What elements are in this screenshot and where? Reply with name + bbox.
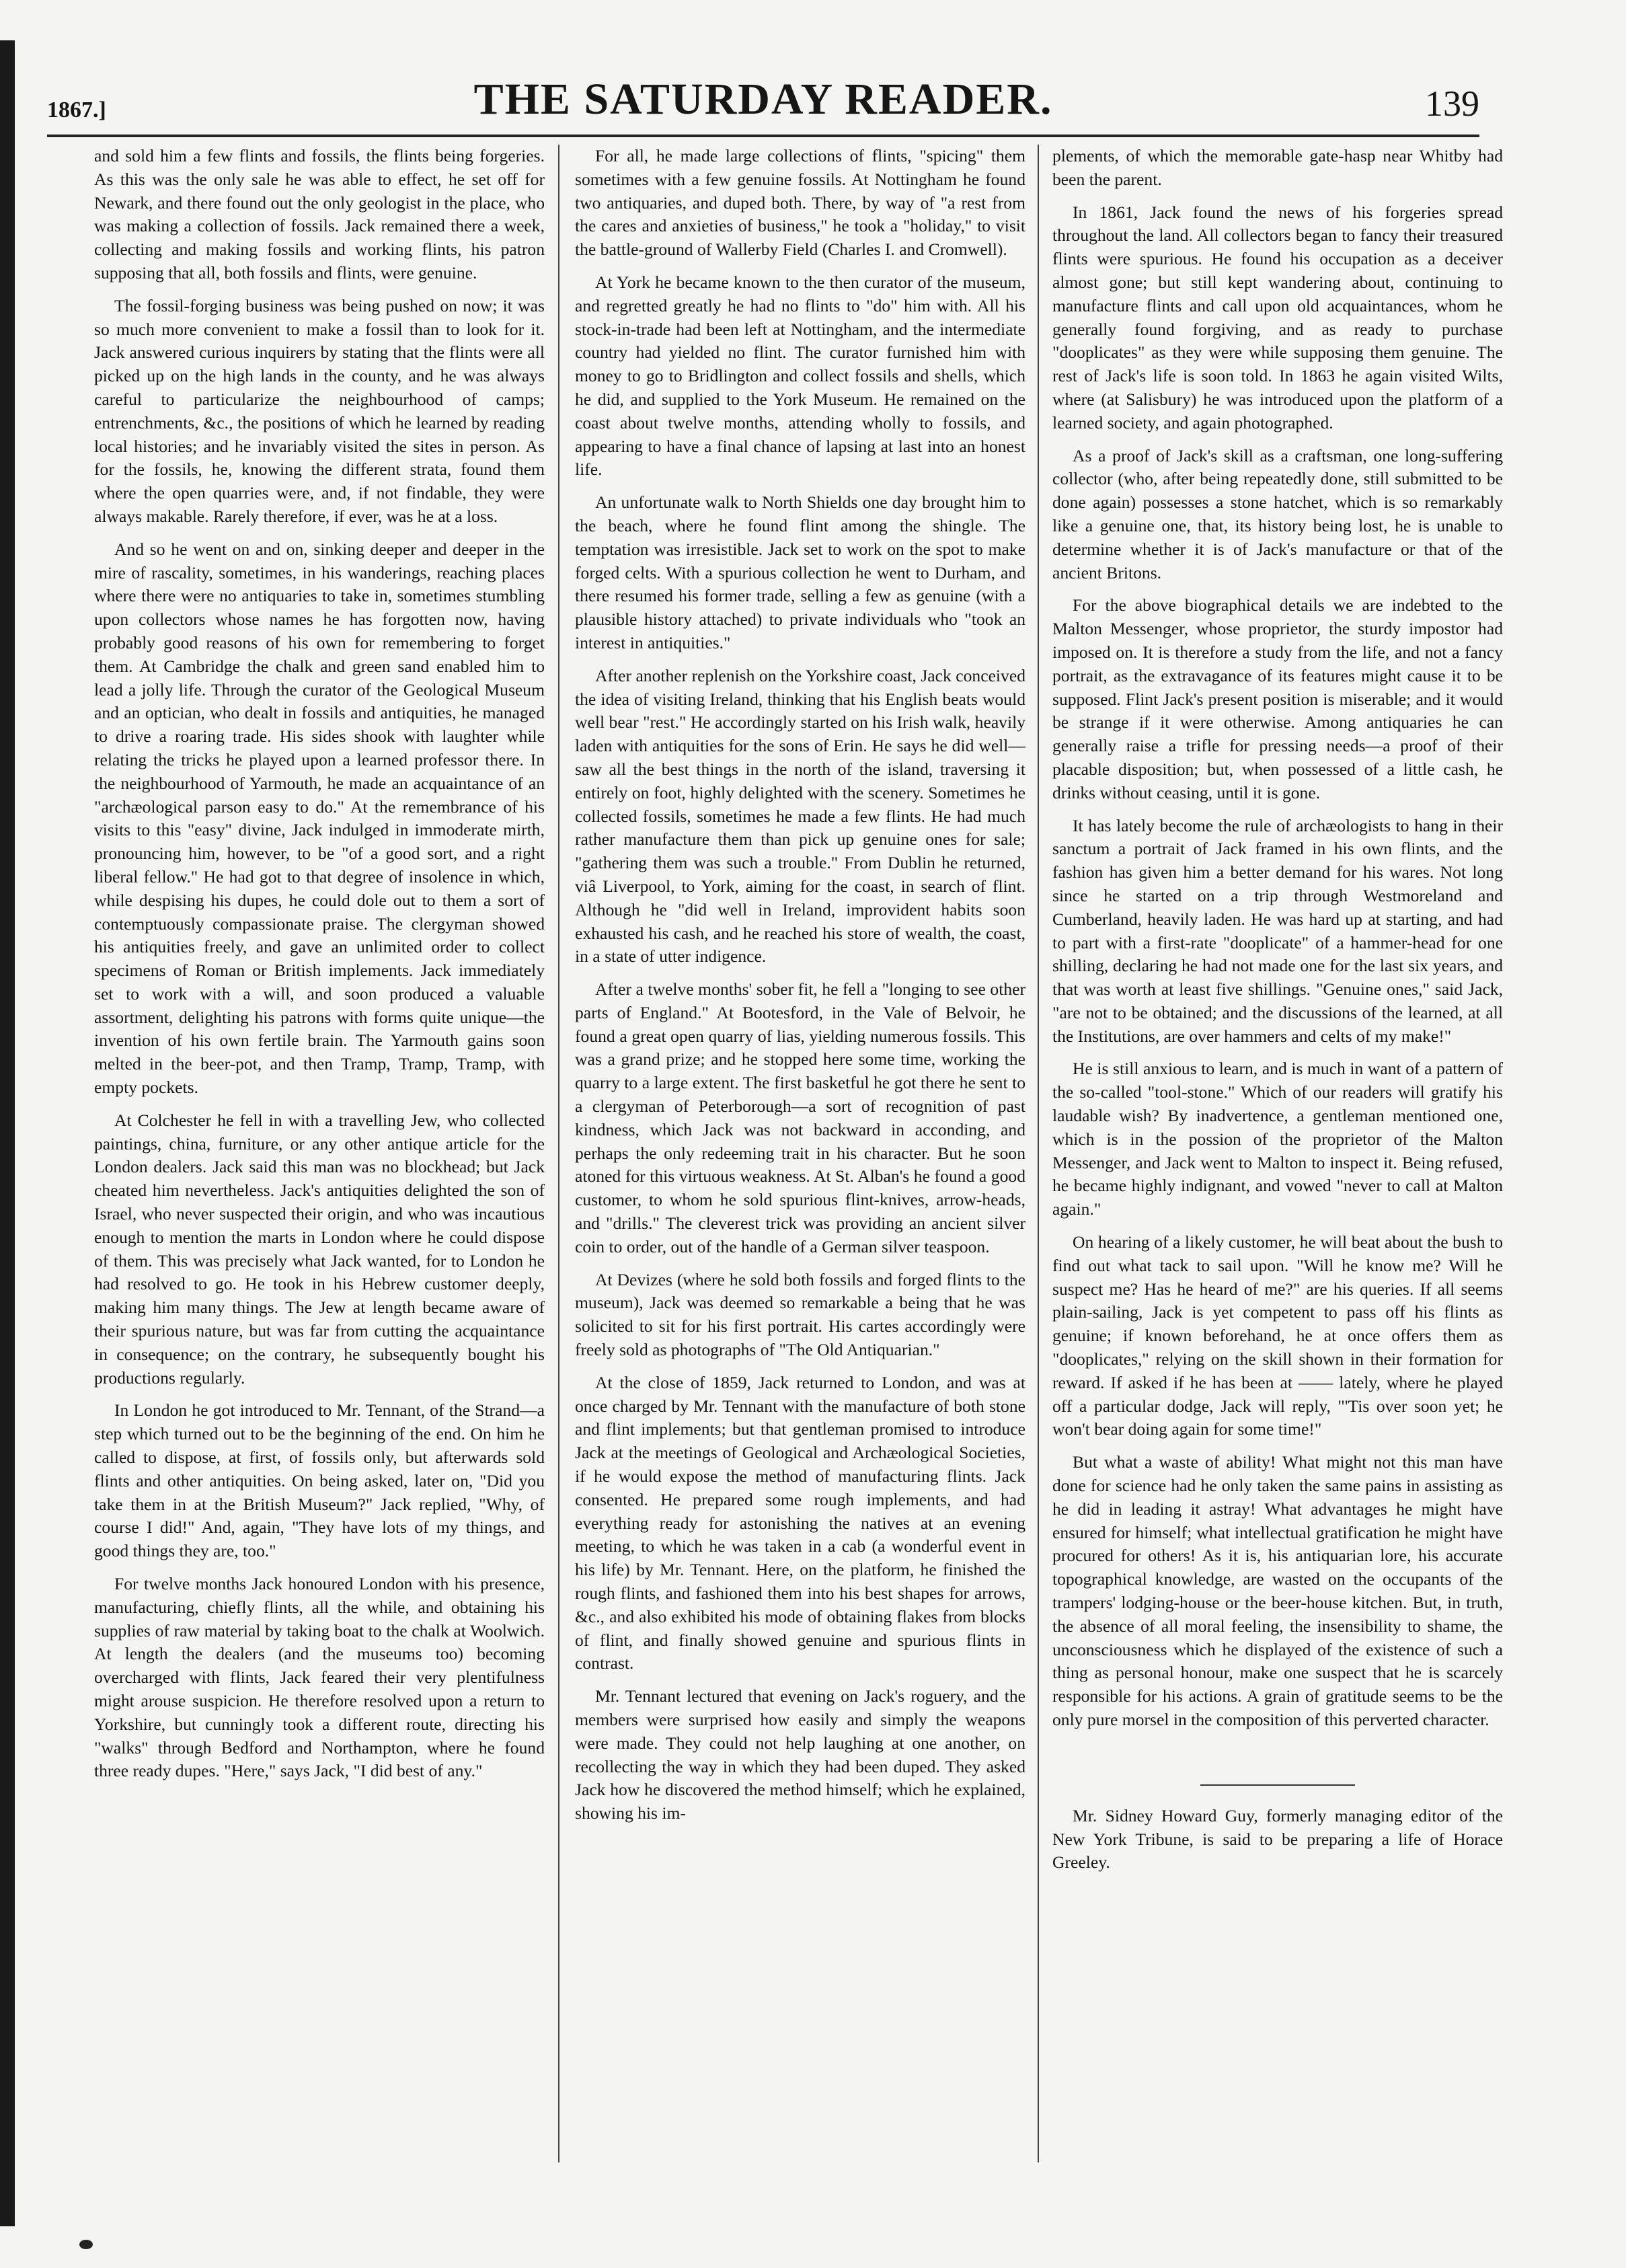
- column-divider: [558, 145, 559, 2162]
- binding-edge: [0, 40, 15, 2226]
- section-separator: [1200, 1784, 1355, 1786]
- paragraph: In London he got introduced to Mr. Tennant, of the Strand—a step which turned out to be the beginning of the end. On him he called to dispose, at first, of fossils only, but afterwards sold flints and other antiquities. On being asked, later on, "Did you take them in at the British Museum?" Jack replied, "Why, of course I did!" And, again, "They have lots of my things, and good things they are, too.": [94, 1400, 545, 1561]
- paragraph: He is still anxious to learn, and is much in want of a pattern of the so-called "tool-stone." Which of our readers will gratify his laudable wish? By inadvertence, a gentleman mentioned one, which is in the possion of the proprietor of the Malton Messenger, and Jack went to Malton to inspect it. Being refused, he became highly indignant, and vowed "never to call at Malton again.": [1052, 1059, 1503, 1219]
- paragraph: At York he became known to the then curator of the museum, and regretted greatly he had no flints to "do" him with. All his stock-in-trade had been left at Nottingham, and the intermediate country had yielded no flint. The curator furnished him with money to go to Bridlington and collect fossils and shells, which he did, and supplied to the York Museum. He remained on the coast about twelve months, attending wholly to fossils, and appearing to have a final chance of lapsing at last into an honest life.: [575, 272, 1025, 480]
- paragraph: and sold him a few flints and fossils, the flints being forgeries. As this was the only sale he was able to effect, he set off for Newark, and there found out the only geologist in the place, who was making a collection of fossils. Jack remained there a week, collecting and making fossils and working flints, his patron supposing that all, both fossils and flints, were genuine.: [94, 146, 545, 282]
- paragraph: The fossil-forging business was being pushed on now; it was so much more convenient to make a fossil than to look for it. Jack answered curious inquirers by stating that the flints were all picked up on the high lands in the county, and he was always careful to particularize the neighbourhood of camps; entrenchments, &c., the positions of which he learned by reading local histories; and he invariably visited the sites in person. As for the fossils, he, knowing the different strata, found them where the open quarries were, and, if not findable, they were always makable. Rarely therefore, if ever, was he at a loss.: [94, 295, 545, 526]
- paragraph: As a proof of Jack's skill as a craftsman, one long-suffering collector (who, after being repeatedly done, still submitted to be done again) possesses a stone hatchet, which is so remarkably like a genuine one, that, its history being lost, he is unable to determine whether it is of Jack's manufacture or that of the ancient Britons.: [1052, 445, 1503, 582]
- column-1: [94, 145, 545, 2162]
- column-divider: [1038, 145, 1039, 2162]
- paragraph: On hearing of a likely customer, he will beat about the bush to find out what tack to sail upon. "Will he know me? Will he suspect me? Has he heard of me?" are his queries. If all seems plain-sailing, Jack is yet competent to pass off his flints as genuine; if known beforehand, he at once offers them as "dooplicates," relying on the skill shown in their formation for reward. If asked if he has been at —— lately, where he played off a particular dodge, Jack will reply, "'Tis over soon yet; he won't bear doing again for some time!": [1052, 1232, 1503, 1439]
- page-number: 139: [1425, 83, 1479, 124]
- paragraph: Mr. Tennant lectured that evening on Jack's roguery, and the members were surprised how easily and simply the weapons were made. They could not help laughing at one another, on recollecting the way in which they had been duped. They asked Jack how he discovered the method himself; which he explained, showing his im-: [575, 1686, 1025, 1823]
- paragraph: At Devizes (where he sold both fossils and forged flints to the museum), Jack was deemed so remarkable a being that he was solicited to sit for his first portrait. His cartes accordingly were freely sold as photographs of "The Old Antiquarian.": [575, 1269, 1025, 1360]
- paragraph: After a twelve months' sober fit, he fell a "longing to see other parts of England." At Bootesford, in the Vale of Belvoir, he found a great open quarry of lias, yielding numerous fossils. This was a grand prize; and he stopped here some time, working the quarry to a large extent. The first basketful he got there he sent to a clergyman of Peterborough—a sort of recognition of past kindness, which Jack was not backward in acconding, and perhaps the only redeeming trait in his character. But he soon atoned for this virtuous weakness. At St. Alban's he found a good customer, to whom he sold spurious flint-knives, arrow-heads, and "drills." The cleverest trick was providing an ancient silver coin to order, out of the handle of a German silver teaspoon.: [575, 979, 1025, 1256]
- column-2: [575, 145, 1025, 2162]
- paragraph: At Colchester he fell in with a travelling Jew, who collected paintings, china, furniture, or any other antique article for the London dealers. Jack said this man was no blockhead; but Jack cheated him nevertheless. Jack's antiquities delighted the son of Israel, who never suspected their origin, and who was incautious enough to mention the marts in London where he could dispose of them. This was precisely what Jack wanted, for to London he had resolved to go. He took in his Hebrew customer deeply, making him many things. The Jew at length became aware of their spurious nature, but was far from cutting the acquaintance in consequence; on the contrary, he subsequently bought his productions regularly.: [94, 1110, 545, 1388]
- paragraph: But what a waste of ability! What might not this man have done for science had he only taken the same pains in assisting as he did in leading it astray! What advantages he might have ensured for himself; what intellectual gratification he might have procured for others! As it is, his antiquarian lore, his accurate topographical knowledge, are wasted on the occupants of the trampers' lodging-house or the beer-house kitchen. But, in truth, the absence of all moral feeling, the insensibility to shame, the unconsciousness which he displayed of the existence of such a thing as personal honour, make one suspect that he is scarcely responsible for his actions. A grain of gratitude seems to be the only pure morsel in the composition of this perverted character.: [1052, 1452, 1503, 1729]
- paragraph: After another replenish on the Yorkshire coast, Jack conceived the idea of visiting Ireland, thinking that his English beats would well bear "rest." He accordingly started on his Irish walk, heavily laden with antiquities for the sons of Erin. He says he did well—saw all the best things in the north of the island, traversing it entirely on foot, highly delighted with the scenery. Sometimes he collected fossils, sometimes he made a few flints. He had much rather manufacture them than pick up genuine ones for sale; "gathering them was such a trouble." From Dublin he returned, viâ Liverpool, to York, aiming for the coast, in search of flint. Although he "did well in Ireland, improvident habits soon exhausted his cash, and he reached his store of wealth, the coast, in a state of utter indigence.: [575, 665, 1025, 967]
- paragraph: In 1861, Jack found the news of his forgeries spread throughout the land. All collectors began to fancy their treasured flints were spurious. He found his occupation as a deceiver almost gone; but still kept wandering about, continuing to manufacture flints and call upon old acquaintances, whom he generally found forgiving, and as ready to purchase "dooplicates" as they were while supposing them genuine. The rest of Jack's life is soon told. In 1863 he again visited Wilts, where (at Salisbury) he was introduced upon the platform of a learned society, and again photographed.: [1052, 202, 1503, 432]
- paragraph: And so he went on and on, sinking deeper and deeper in the mire of rascality, sometimes, in his wanderings, reaching places where there were no antiquaries to take in, sometimes stumbling upon collectors whose names he has forgotten now, having probably good reasons of his own for remembering to forget them. At Cambridge the chalk and green sand enabled him to lead a jolly life. Through the curator of the Geological Museum and an optician, who dealt in fossils and antiquities, he managed to drive a roaring trade. His sides shook with laughter while relating the tricks he played upon a learned professor there. In the neighbourhood of Yarmouth, he made an acquaintance of an "archæological parson easy to do." At the remembrance of his visits to this "easy" divine, Jack indulged in immoderate mirth, pronouncing him, however, to be "of a good sort, and a right liberal fellow." He had got to that degree of insolence in which, while despising his dupes, he could dole out to them a sort of contemptuously compassionate praise. The clergyman showed his antiquities freely, and gave an unlimited order to collect specimens of Roman or British implements. Jack immediately set to work with a will, and soon produced a valuable assortment, delighting his patrons with forms quite unique—the invention of his own fertile brain. The Yarmouth gains soon melted in the beer-pot, and then Tramp, Tramp, Tramp, with empty pockets.: [94, 539, 545, 1098]
- paragraph: plements, of which the memorable gate-hasp near Whitby had been the parent.: [1052, 146, 1503, 189]
- paragraph: It has lately become the rule of archæologists to hang in their sanctum a portrait of Jack framed in his own flints, and the fashion has given him a better demand for his wares. Not long since he started on a trip through Westmoreland and Cumberland, heavily laden. He was hard up at starting, and had to part with a first-rate "dooplicate" of a hammer-head for one shilling, declaring he had not made one for the last six years, and that was worth at least five shillings. "Genuine ones," said Jack, "are not to be obtained; and the discussions of the learned, at all the Institutions, are over hammers and celts of my make!": [1052, 815, 1503, 1046]
- paragraph: For the above biographical details we are indebted to the Malton Messenger, whose proprietor, the sturdy impostor had imposed on. It is therefore a study from the life, and not a fancy portrait, as the extravagance of its features might cause it to be supposed. Flint Jack's present position is miserable; and it would be strange if it were otherwise. Among antiquaries he can generally raise a trifle for pressing needs—a proof of their placable disposition; but, when possessed of a little cash, he drinks without ceasing, until it is gone.: [1052, 595, 1503, 802]
- paragraph: An unfortunate walk to North Shields one day brought him to the beach, where he found flint among the shingle. The temptation was irresistible. Jack set to work on the spot to make forged celts. With a spurious collection he went to Durham, and there resumed his former trade, selling a few as genuine (with a plausible history attached) to private individuals who "took an interest in antiquities.": [575, 492, 1025, 652]
- header-year: 1867.]: [47, 98, 106, 122]
- page-header: [47, 71, 1479, 145]
- paragraph: For all, he made large collections of flints, "spicing" them sometimes with a few genuine fossils. At Nottingham he found two antiquaries, and duped both. There, by way of "a rest from the cares and anxieties of business," he took a "holiday," to visit the battle-ground of Wallerby Field (Charles I. and Cromwell).: [575, 146, 1025, 260]
- news-note: Mr. Sidney Howard Guy, formerly managing editor of the New York Tribune, is said to be preparing a life of Horace Greeley.: [1052, 1805, 1503, 1873]
- column-3: [1052, 145, 1503, 2162]
- paragraph: At the close of 1859, Jack returned to London, and was at once charged by Mr. Tennant with the manufacture of both stone and flint implements; but that gentleman promised to introduce Jack at the meetings of Geological and Archæological Societies, if he would expose the method of manufacturing flints. Jack consented. He prepared some rough implements, and had everything ready for astonishing the natives at an evening meeting, to which he was taken in a cab (a wonderful event in his life) by Mr. Tennant. Here, on the platform, he finished the rough flints, and fashioned them into his best shapes for arrows, &c., and also exhibited his mode of obtaining flakes from blocks of flint, and finally showed genuine and spurious flints in contrast.: [575, 1372, 1025, 1673]
- header-rule: [47, 135, 1479, 137]
- ink-mark: [79, 2240, 93, 2249]
- masthead-title: THE SATURDAY READER.: [473, 75, 1053, 124]
- paragraph: For twelve months Jack honoured London with his presence, manufacturing, chiefly flints, all the while, and obtaining his supplies of raw material by taking boat to the chalk at Woolwich. At length the dealers (and the museums too) becoming overcharged with flints, Jack feared their very plentifulness might arouse suspicion. He therefore resolved upon a return to Yorkshire, but cunningly took a different route, directing his "walks" through Bedford and Northampton, where he found three ready dupes. "Here," says Jack, "I did best of any.": [94, 1574, 545, 1781]
